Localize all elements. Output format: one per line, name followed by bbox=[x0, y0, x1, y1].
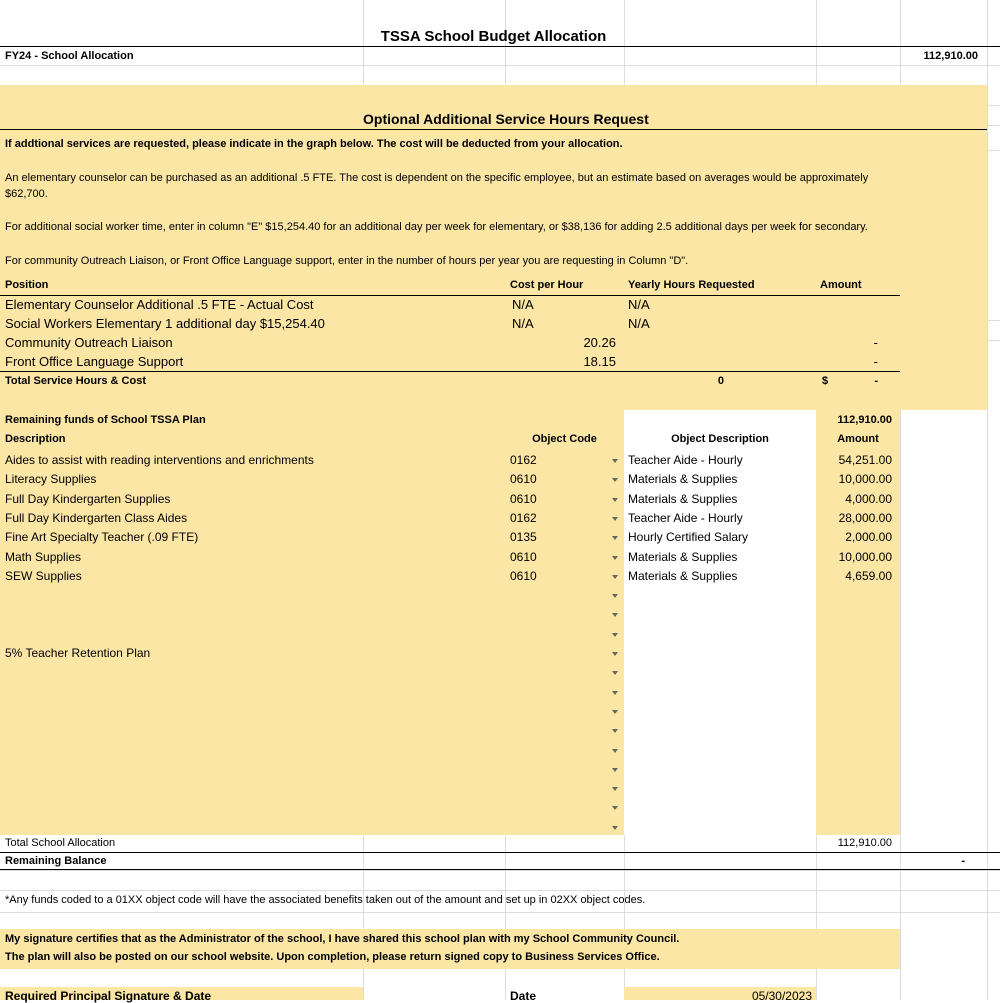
plan-row-object-description: Materials & Supplies bbox=[628, 492, 738, 506]
object-code-dropdown-icon[interactable] bbox=[612, 633, 618, 637]
plan-row-description[interactable]: Fine Art Specialty Teacher (.09 FTE) bbox=[5, 530, 199, 544]
plan-row-description[interactable]: Math Supplies bbox=[5, 550, 82, 564]
plan-row-object-description: Teacher Aide - Hourly bbox=[628, 453, 743, 467]
service-row-hours[interactable]: N/A bbox=[628, 297, 650, 312]
benefits-footnote: *Any funds coded to a 01XX object code will have the associated benefits taken out of the amount and set up in 02XX object codes. bbox=[5, 894, 646, 906]
plan-row-description[interactable]: 5% Teacher Retention Plan bbox=[5, 646, 151, 660]
col-plan-amount: Amount bbox=[837, 433, 879, 445]
object-code-dropdown-icon[interactable] bbox=[612, 498, 618, 502]
object-code-dropdown-icon[interactable] bbox=[612, 536, 618, 540]
certification-line-2: The plan will also be posted on our school website. Upon completion, please return signed copy to Business Services Office. bbox=[5, 951, 660, 963]
object-code-dropdown-icon[interactable] bbox=[612, 652, 618, 656]
optional-intro: If addtional services are requested, please indicate in the graph below. The cost will be deducted from your allocation. bbox=[5, 138, 623, 150]
signature-block bbox=[0, 987, 363, 1003]
col-amount: Amount bbox=[820, 279, 862, 291]
total-allocation-value: 112,910.00 bbox=[837, 837, 892, 849]
plan-row-object-code[interactable]: 0610 bbox=[510, 569, 537, 583]
liaison-note: For community Outreach Liaison, or Front Office Language support, enter in the number of hours per year you are requesting in Column "D". bbox=[5, 255, 689, 267]
optional-heading: Optional Additional Service Hours Request bbox=[363, 111, 649, 127]
plan-row-object-code[interactable]: 0162 bbox=[510, 511, 537, 525]
plan-row-description[interactable]: Literacy Supplies bbox=[5, 472, 97, 486]
remaining-balance-value: - bbox=[961, 855, 965, 867]
object-code-dropdown-icon[interactable] bbox=[612, 806, 618, 810]
date-value: 05/30/2023 bbox=[751, 989, 812, 1003]
certification-line-1: My signature certifies that as the Administrator of the school, I have shared this school plan with my School Community Council. bbox=[5, 933, 680, 945]
page-title: TSSA School Budget Allocation bbox=[380, 28, 607, 45]
service-total-hours: 0 bbox=[717, 375, 724, 387]
object-code-dropdown-icon[interactable] bbox=[612, 826, 618, 830]
plan-row-description[interactable]: Full Day Kindergarten Supplies bbox=[5, 492, 171, 506]
object-code-dropdown-icon[interactable] bbox=[612, 613, 618, 617]
service-total-dollar: $ bbox=[822, 375, 829, 387]
date-label: Date bbox=[510, 989, 537, 1003]
service-total-label: Total Service Hours & Cost bbox=[5, 375, 146, 387]
remaining-funds-label: Remaining funds of School TSSA Plan bbox=[5, 414, 206, 426]
counselor-note-cost: $62,700. bbox=[5, 188, 48, 200]
object-code-dropdown-icon[interactable] bbox=[612, 594, 618, 598]
service-row-amount: - bbox=[873, 335, 878, 350]
plan-row-object-description: Hourly Certified Salary bbox=[628, 530, 749, 544]
optional-section bbox=[0, 85, 987, 410]
plan-row-object-description: Materials & Supplies bbox=[628, 550, 738, 564]
col-object-code: Object Code bbox=[532, 433, 597, 445]
allocation-value: 112,910.00 bbox=[923, 50, 978, 62]
certification-block bbox=[0, 929, 900, 969]
service-row-cost[interactable]: N/A bbox=[512, 297, 534, 312]
plan-row-object-description: Materials & Supplies bbox=[628, 472, 738, 486]
plan-row-amount[interactable]: 4,000.00 bbox=[845, 492, 892, 506]
service-row-position[interactable]: Community Outreach Liaison bbox=[5, 335, 173, 350]
object-code-dropdown-icon[interactable] bbox=[612, 749, 618, 753]
plan-row-description[interactable]: Full Day Kindergarten Class Aides bbox=[5, 511, 188, 525]
plan-row-amount[interactable]: 28,000.00 bbox=[838, 511, 892, 525]
service-row-hours[interactable]: N/A bbox=[628, 316, 650, 331]
plan-row-object-description: Teacher Aide - Hourly bbox=[628, 511, 743, 525]
service-row-amount: - bbox=[873, 354, 878, 369]
date-field[interactable] bbox=[624, 987, 816, 1003]
plan-row-amount[interactable]: 54,251.00 bbox=[838, 453, 892, 467]
object-code-dropdown-icon[interactable] bbox=[612, 575, 618, 579]
plan-row-description[interactable]: Aides to assist with reading interventions and enrichments bbox=[5, 453, 314, 467]
service-row-cost[interactable]: N/A bbox=[512, 316, 534, 331]
col-cost-per-hour: Cost per Hour bbox=[510, 279, 584, 291]
plan-row-object-code[interactable]: 0610 bbox=[510, 472, 537, 486]
remaining-balance-label: Remaining Balance bbox=[5, 855, 107, 867]
service-row-position[interactable]: Front Office Language Support bbox=[5, 354, 184, 369]
service-total-amount: - bbox=[874, 375, 878, 387]
plan-row-amount[interactable]: 2,000.00 bbox=[845, 530, 892, 544]
plan-row-object-code[interactable]: 0135 bbox=[510, 530, 537, 544]
remaining-funds-value: 112,910.00 bbox=[837, 414, 892, 426]
object-code-dropdown-icon[interactable] bbox=[612, 478, 618, 482]
plan-row-object-code[interactable]: 0610 bbox=[510, 550, 537, 564]
plan-row-object-code[interactable]: 0162 bbox=[510, 453, 537, 467]
signature-label: Required Principal Signature & Date bbox=[5, 989, 212, 1003]
col-object-description: Object Description bbox=[671, 433, 769, 445]
plan-row-amount[interactable]: 10,000.00 bbox=[838, 550, 892, 564]
allocation-label: FY24 - School Allocation bbox=[5, 50, 134, 62]
col-position: Position bbox=[5, 279, 49, 291]
total-allocation-label: Total School Allocation bbox=[5, 837, 116, 849]
plan-row-description[interactable]: SEW Supplies bbox=[5, 569, 82, 583]
service-row-cost[interactable]: 20.26 bbox=[583, 335, 616, 350]
object-code-dropdown-icon[interactable] bbox=[612, 691, 618, 695]
counselor-note: An elementary counselor can be purchased as an additional .5 FTE. The cost is dependent on the specific employee, but an estimate based on averages would be approximately bbox=[5, 172, 869, 184]
object-code-dropdown-icon[interactable] bbox=[612, 710, 618, 714]
object-code-dropdown-icon[interactable] bbox=[612, 768, 618, 772]
object-code-dropdown-icon[interactable] bbox=[612, 556, 618, 560]
object-code-dropdown-icon[interactable] bbox=[612, 459, 618, 463]
plan-row-amount[interactable]: 4,659.00 bbox=[845, 569, 892, 583]
social-worker-note: For additional social worker time, enter in column "E" $15,254.40 for an additional day per week for elementary, or $38,136 for adding 2.5 additional days per week for secondary. bbox=[5, 221, 868, 233]
plan-row-object-description: Materials & Supplies bbox=[628, 569, 738, 583]
service-row-position[interactable]: Social Workers Elementary 1 additional day $15,254.40 bbox=[5, 316, 325, 331]
col-description: Description bbox=[5, 433, 66, 445]
plan-row-object-code[interactable]: 0610 bbox=[510, 492, 537, 506]
object-code-dropdown-icon[interactable] bbox=[612, 517, 618, 521]
object-code-dropdown-icon[interactable] bbox=[612, 729, 618, 733]
plan-row-amount[interactable]: 10,000.00 bbox=[838, 472, 892, 486]
service-row-position[interactable]: Elementary Counselor Additional .5 FTE - Actual Cost bbox=[5, 297, 314, 312]
service-row-cost[interactable]: 18.15 bbox=[583, 354, 616, 369]
object-code-dropdown-icon[interactable] bbox=[612, 787, 618, 791]
col-yearly-hours: Yearly Hours Requested bbox=[628, 279, 755, 291]
object-code-dropdown-icon[interactable] bbox=[612, 671, 618, 675]
